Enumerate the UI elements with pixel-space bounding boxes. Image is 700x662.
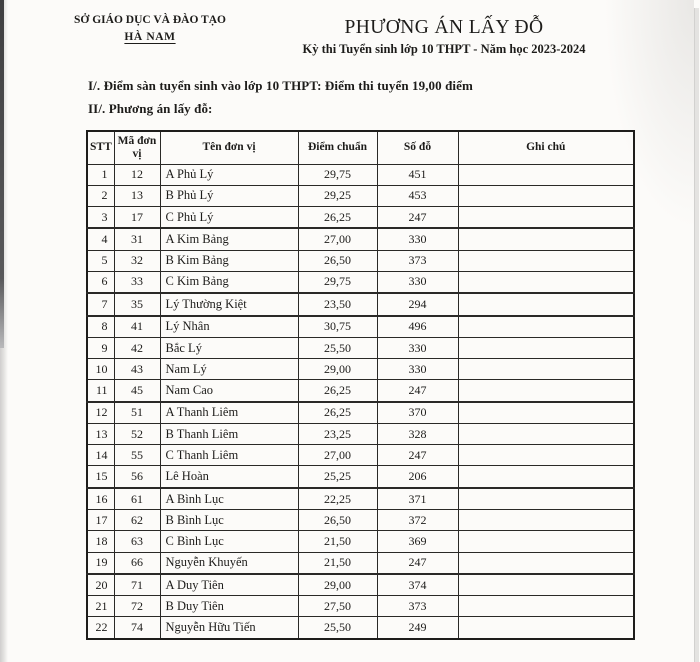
cell-ten: C Phủ Lý bbox=[160, 206, 298, 228]
cell-ma: 52 bbox=[114, 424, 160, 445]
cell-stt: 12 bbox=[87, 402, 114, 424]
cell-ten: Lý Nhân bbox=[160, 316, 298, 338]
cell-ghi bbox=[458, 424, 634, 445]
table-row bbox=[87, 228, 634, 250]
cell-ghi bbox=[458, 466, 634, 488]
header-ma-don-vi: Mã đơn vị bbox=[114, 131, 160, 164]
cell-so: 330 bbox=[377, 359, 458, 380]
cell-ten: C Kim Bảng bbox=[160, 271, 298, 293]
cell-so: 247 bbox=[377, 552, 458, 574]
cell-diem: 26,50 bbox=[298, 250, 377, 271]
cell-ten: B Bình Lục bbox=[160, 510, 298, 531]
table-row bbox=[87, 359, 634, 380]
table-row bbox=[87, 424, 634, 445]
cell-ghi bbox=[458, 488, 634, 510]
cell-diem: 22,25 bbox=[298, 488, 377, 510]
cell-ma: 55 bbox=[114, 445, 160, 466]
letterhead bbox=[0, 0, 700, 57]
cell-stt: 19 bbox=[87, 552, 114, 574]
cell-ma: 17 bbox=[114, 206, 160, 228]
cell-ma: 74 bbox=[114, 617, 160, 639]
cell-ghi bbox=[458, 531, 634, 552]
cell-ten: Lê Hoàn bbox=[160, 466, 298, 488]
table-row bbox=[87, 338, 634, 359]
cell-so: 373 bbox=[377, 250, 458, 271]
cell-so: 453 bbox=[377, 185, 458, 206]
section-floor-label: I/. Điểm sàn tuyển sinh vào lớp 10 THPT: bbox=[88, 78, 322, 93]
table-row bbox=[87, 617, 634, 639]
section-plan-heading: II/. Phương án lấy đỗ: bbox=[88, 101, 213, 116]
cell-ma: 62 bbox=[114, 510, 160, 531]
table-row bbox=[87, 271, 634, 293]
cell-ma: 35 bbox=[114, 293, 160, 316]
cell-ma: 13 bbox=[114, 185, 160, 206]
cell-diem: 26,25 bbox=[298, 380, 377, 402]
cell-so: 370 bbox=[377, 402, 458, 424]
cell-ghi bbox=[458, 510, 634, 531]
cell-ma: 71 bbox=[114, 574, 160, 596]
cell-so: 206 bbox=[377, 466, 458, 488]
cell-so: 372 bbox=[377, 510, 458, 531]
cell-ma: 32 bbox=[114, 250, 160, 271]
cell-stt: 7 bbox=[87, 293, 114, 316]
cell-diem: 29,00 bbox=[298, 574, 377, 596]
cell-ma: 43 bbox=[114, 359, 160, 380]
cell-diem: 25,50 bbox=[298, 338, 377, 359]
cell-stt: 6 bbox=[87, 271, 114, 293]
cell-ma: 12 bbox=[114, 164, 160, 185]
cell-ten: C Bình Lục bbox=[160, 531, 298, 552]
cell-diem: 23,50 bbox=[298, 293, 377, 316]
table-row bbox=[87, 250, 634, 271]
cell-ghi bbox=[458, 206, 634, 228]
cell-so: 328 bbox=[377, 424, 458, 445]
cell-ten: B Kim Bảng bbox=[160, 250, 298, 271]
cell-ten: A Bình Lục bbox=[160, 488, 298, 510]
cell-ma: 33 bbox=[114, 271, 160, 293]
header-ghi-chu: Ghi chú bbox=[458, 131, 634, 164]
scan-edge-right bbox=[694, 8, 699, 662]
table-row bbox=[87, 531, 634, 552]
cell-ma: 61 bbox=[114, 488, 160, 510]
table-row bbox=[87, 510, 634, 531]
org-department: SỞ GIÁO DỤC VÀ ĐÀO TẠO bbox=[74, 14, 226, 26]
cell-ghi bbox=[458, 574, 634, 596]
cell-ghi bbox=[458, 380, 634, 402]
cell-stt: 20 bbox=[87, 574, 114, 596]
cell-so: 371 bbox=[377, 488, 458, 510]
cell-diem: 27,00 bbox=[298, 228, 377, 250]
cell-so: 247 bbox=[377, 206, 458, 228]
cell-stt: 2 bbox=[87, 185, 114, 206]
cell-so: 496 bbox=[377, 316, 458, 338]
cell-diem: 23,25 bbox=[298, 424, 377, 445]
cell-ghi bbox=[458, 445, 634, 466]
cell-ma: 45 bbox=[114, 380, 160, 402]
results-table-body bbox=[87, 164, 634, 639]
cell-ten: Lý Thường Kiệt bbox=[160, 293, 298, 316]
cell-ma: 42 bbox=[114, 338, 160, 359]
cell-stt: 21 bbox=[87, 596, 114, 617]
document-subtitle: Kỳ thi Tuyển sinh lớp 10 THPT - Năm học 2023-2024 bbox=[302, 42, 586, 56]
cell-stt: 14 bbox=[87, 445, 114, 466]
cell-stt: 9 bbox=[87, 338, 114, 359]
cell-so: 451 bbox=[377, 164, 458, 185]
cell-ghi bbox=[458, 164, 634, 185]
cell-so: 369 bbox=[377, 531, 458, 552]
cell-stt: 22 bbox=[87, 617, 114, 639]
table-header-row bbox=[87, 131, 634, 164]
document-body-text bbox=[88, 78, 473, 117]
cell-stt: 13 bbox=[87, 424, 114, 445]
cell-so: 247 bbox=[377, 380, 458, 402]
cell-ma: 66 bbox=[114, 552, 160, 574]
cell-stt: 4 bbox=[87, 228, 114, 250]
cell-ten: Nguyễn Hữu Tiến bbox=[160, 617, 298, 639]
table-row bbox=[87, 402, 634, 424]
cell-so: 330 bbox=[377, 228, 458, 250]
cell-so: 294 bbox=[377, 293, 458, 316]
cell-diem: 29,00 bbox=[298, 359, 377, 380]
header-ten-don-vi: Tên đơn vị bbox=[160, 131, 298, 164]
cell-stt: 5 bbox=[87, 250, 114, 271]
cell-ten: C Thanh Liêm bbox=[160, 445, 298, 466]
title-block bbox=[276, 10, 612, 57]
admission-results-table bbox=[86, 130, 635, 640]
cell-diem: 26,25 bbox=[298, 402, 377, 424]
table-header bbox=[87, 131, 634, 164]
section-floor-score bbox=[88, 78, 473, 94]
header-so-do: Số đỗ bbox=[377, 131, 458, 164]
org-province: HÀ NAM bbox=[124, 30, 176, 43]
cell-ten: B Thanh Liêm bbox=[160, 424, 298, 445]
cell-diem: 21,50 bbox=[298, 531, 377, 552]
cell-ma: 63 bbox=[114, 531, 160, 552]
cell-ghi bbox=[458, 271, 634, 293]
cell-diem: 25,25 bbox=[298, 466, 377, 488]
cell-ghi bbox=[458, 228, 634, 250]
cell-ghi bbox=[458, 293, 634, 316]
table-row bbox=[87, 185, 634, 206]
issuing-organization bbox=[24, 10, 276, 57]
section-floor-value: Điểm thi tuyển 19,00 điểm bbox=[321, 78, 473, 93]
cell-ma: 72 bbox=[114, 596, 160, 617]
cell-ten: Nam Lý bbox=[160, 359, 298, 380]
cell-ten: A Phủ Lý bbox=[160, 164, 298, 185]
cell-stt: 17 bbox=[87, 510, 114, 531]
cell-ghi bbox=[458, 402, 634, 424]
cell-ghi bbox=[458, 617, 634, 639]
table-row bbox=[87, 293, 634, 316]
cell-ten: B Phủ Lý bbox=[160, 185, 298, 206]
table-row bbox=[87, 466, 634, 488]
table-row bbox=[87, 574, 634, 596]
cell-ma: 51 bbox=[114, 402, 160, 424]
cell-ten: B Duy Tiên bbox=[160, 596, 298, 617]
cell-stt: 10 bbox=[87, 359, 114, 380]
cell-ten: Nam Cao bbox=[160, 380, 298, 402]
cell-ten: A Kim Bảng bbox=[160, 228, 298, 250]
cell-so: 330 bbox=[377, 338, 458, 359]
cell-ten: Nguyễn Khuyến bbox=[160, 552, 298, 574]
cell-diem: 29,75 bbox=[298, 271, 377, 293]
cell-so: 373 bbox=[377, 596, 458, 617]
cell-ghi bbox=[458, 185, 634, 206]
cell-diem: 27,00 bbox=[298, 445, 377, 466]
table-row bbox=[87, 380, 634, 402]
cell-ma: 41 bbox=[114, 316, 160, 338]
cell-diem: 29,75 bbox=[298, 164, 377, 185]
cell-ma: 31 bbox=[114, 228, 160, 250]
header-diem-chuan: Điểm chuẩn bbox=[298, 131, 377, 164]
cell-so: 247 bbox=[377, 445, 458, 466]
cell-ghi bbox=[458, 338, 634, 359]
cell-stt: 11 bbox=[87, 380, 114, 402]
document-title: PHƯƠNG ÁN LẤY ĐỖ bbox=[344, 17, 544, 38]
cell-ma: 56 bbox=[114, 466, 160, 488]
table-row bbox=[87, 552, 634, 574]
cell-ghi bbox=[458, 250, 634, 271]
cell-so: 374 bbox=[377, 574, 458, 596]
table-row bbox=[87, 316, 634, 338]
cell-diem: 21,50 bbox=[298, 552, 377, 574]
cell-stt: 3 bbox=[87, 206, 114, 228]
header-stt: STT bbox=[87, 131, 114, 164]
cell-diem: 29,25 bbox=[298, 185, 377, 206]
table-row bbox=[87, 206, 634, 228]
cell-ghi bbox=[458, 596, 634, 617]
cell-diem: 26,50 bbox=[298, 510, 377, 531]
table-row bbox=[87, 164, 634, 185]
cell-stt: 1 bbox=[87, 164, 114, 185]
cell-ten: A Thanh Liêm bbox=[160, 402, 298, 424]
cell-stt: 18 bbox=[87, 531, 114, 552]
cell-stt: 8 bbox=[87, 316, 114, 338]
cell-ten: Bắc Lý bbox=[160, 338, 298, 359]
cell-diem: 26,25 bbox=[298, 206, 377, 228]
table-row bbox=[87, 596, 634, 617]
table-row bbox=[87, 445, 634, 466]
cell-ten: A Duy Tiên bbox=[160, 574, 298, 596]
cell-stt: 16 bbox=[87, 488, 114, 510]
cell-diem: 30,75 bbox=[298, 316, 377, 338]
table-row bbox=[87, 488, 634, 510]
cell-so: 330 bbox=[377, 271, 458, 293]
cell-diem: 27,50 bbox=[298, 596, 377, 617]
cell-diem: 25,50 bbox=[298, 617, 377, 639]
scan-edge-left-dark bbox=[0, 0, 4, 348]
cell-ghi bbox=[458, 552, 634, 574]
cell-ghi bbox=[458, 316, 634, 338]
cell-stt: 15 bbox=[87, 466, 114, 488]
cell-so: 249 bbox=[377, 617, 458, 639]
cell-ghi bbox=[458, 359, 634, 380]
